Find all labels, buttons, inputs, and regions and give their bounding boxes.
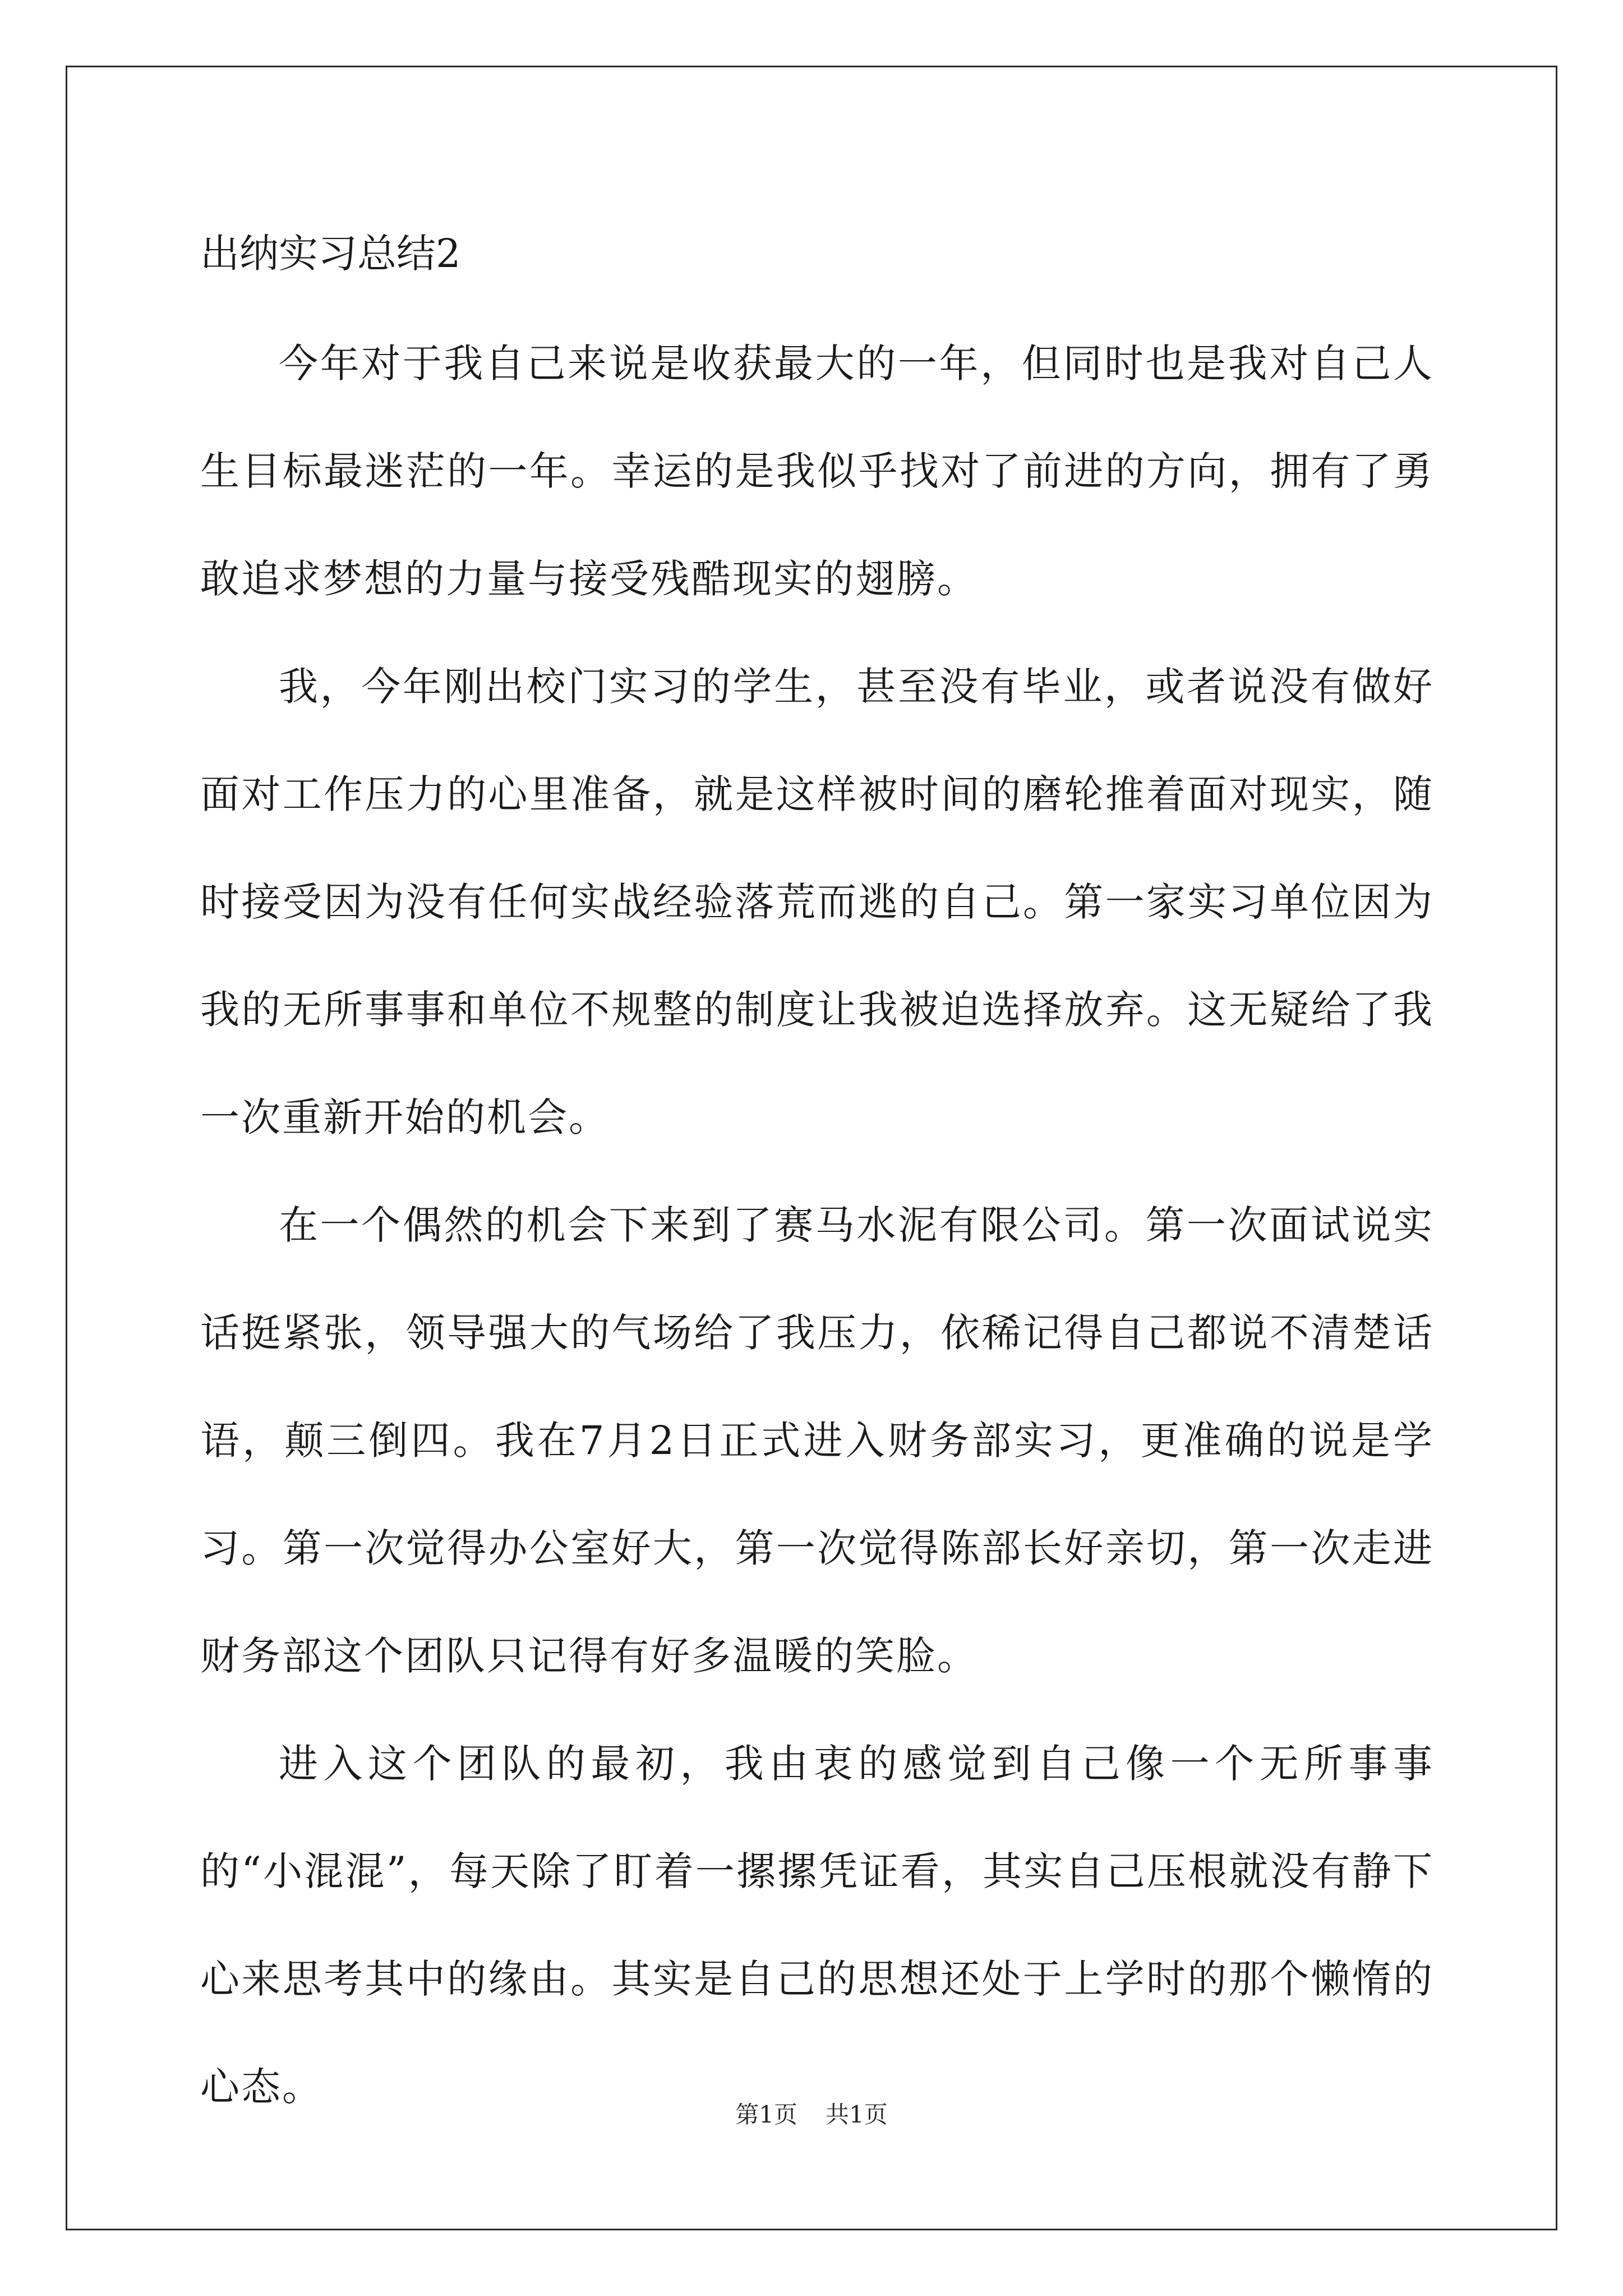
paragraph-3: 在一个偶然的机会下来到了赛马水泥有限公司。第一次面试说实话挺紧张，领导强大的气场给了我压力，依稀记得自己都说不清楚话语，颠三倒四。我在7月2日正式进入财务部实习，更准确的说是学习。第一次觉得办公室好大，第一次觉得陈部长好亲切，第一次走进财务部这个团队只记得有好多温暖的笑脸。: [200, 1202, 1434, 1679]
document-title: 出纳实习总结2: [200, 231, 461, 277]
paragraph-2: 我，今年刚出校门实习的学生，甚至没有毕业，或者说没有做好面对工作压力的心里准备，就是这样被时间的磨轮推着面对现实，随时接受因为没有任何实战经验落荒而逃的自己。第一家实习单位因为我的无所事事和单位不规整的制度让我被迫选择放弃。这无疑给了我一次重新开始的机会。: [200, 664, 1434, 1140]
document-body: [200, 220, 1434, 2141]
paragraph-1: 今年对于我自己来说是收获最大的一年，但同时也是我对自己人生目标最迷茫的一年。幸运的是我似乎找对了前进的方向，拥有了勇敢追求梦想的力量与接受残酷现实的翅膀。: [200, 341, 1434, 602]
paragraph-4: 进入这个团队的最初，我由衷的感觉到自己像一个无所事事的“小混混”，每天除了盯着一摞摞凭证看，其实自己压根就没有静下心来思考其中的缘由。其实是自己的思想还处于上学时的那个懒惰的心态。: [200, 1741, 1434, 2110]
page-total: 共1页: [826, 2101, 888, 2128]
page-footer: [0, 2098, 1623, 2132]
page-number: 第1页: [735, 2101, 797, 2128]
